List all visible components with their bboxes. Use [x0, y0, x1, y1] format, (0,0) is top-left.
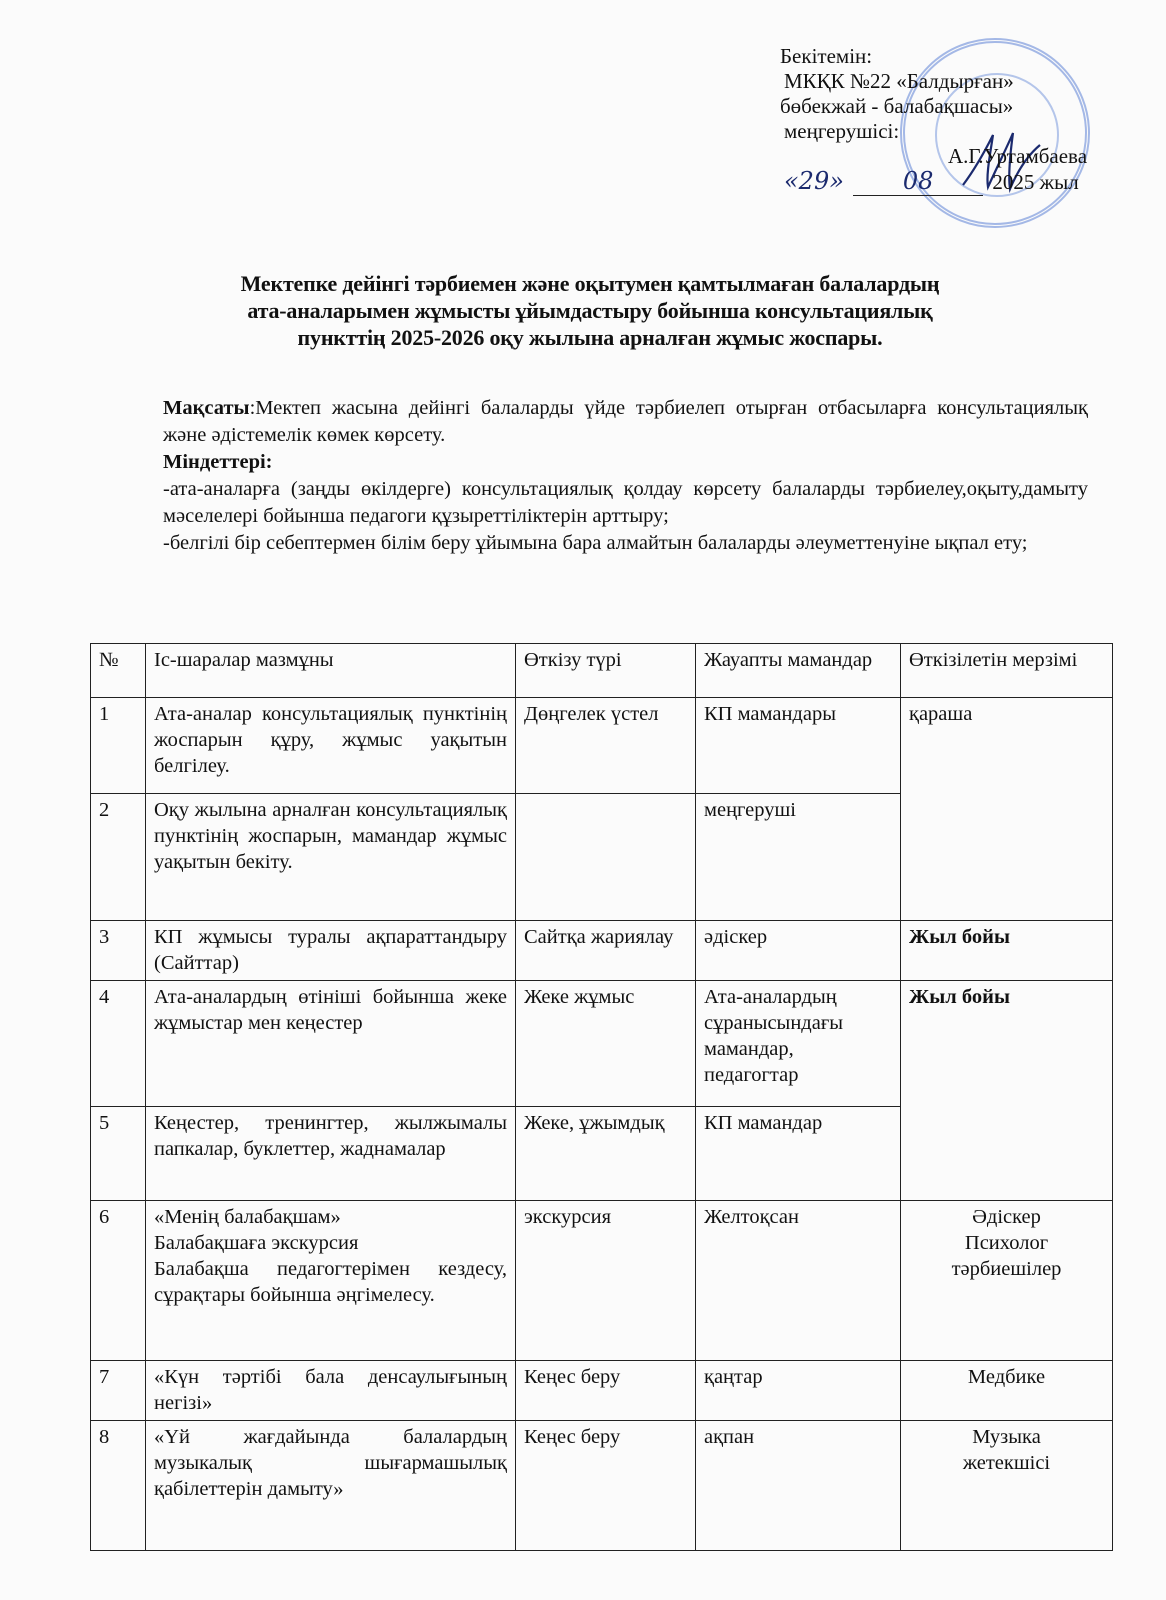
row-responsible: КП мамандар — [696, 1107, 901, 1201]
row-term-line: жетекшісі — [962, 1452, 1051, 1474]
row-number: 2 — [91, 794, 146, 921]
table-row — [91, 981, 1113, 1107]
row-term — [901, 1201, 1113, 1361]
approval-org-line2: бөбекжай - балабақшасы» — [780, 94, 1014, 118]
work-plan-table — [90, 643, 1113, 1551]
row-responsible: қаңтар — [696, 1361, 901, 1421]
row-term — [901, 1421, 1113, 1551]
row-type: экскурсия — [516, 1201, 696, 1361]
goal-paragraph — [163, 395, 1088, 449]
approval-year: 2025 жыл — [992, 170, 1079, 194]
table-row — [91, 1201, 1113, 1361]
table-row — [91, 1421, 1113, 1551]
row-number: 4 — [91, 981, 146, 1107]
table-row — [91, 698, 1113, 794]
row-number: 6 — [91, 1201, 146, 1361]
row-type: Жеке, ұжымдық — [516, 1107, 696, 1201]
title-line-3: пункттің 2025-2026 оқу жылына арналған жұмыс жоспары. — [297, 325, 883, 350]
row-responsible: Желтоқсан — [696, 1201, 901, 1361]
table-header-row — [91, 644, 1113, 698]
row-type: Кеңес беру — [516, 1361, 696, 1421]
header-type: Өткізу түрі — [516, 644, 696, 698]
row-term-line: тәрбиешілер — [951, 1258, 1062, 1280]
header-responsible: Жауапты мамандар — [696, 644, 901, 698]
row-type: Дөңгелек үстел — [516, 698, 696, 794]
table-row — [91, 921, 1113, 981]
row-content: Ата-аналар консультациялық пунктінің жоспарын құру, жұмыс уақытын белгілеу. — [146, 698, 516, 794]
row-content: «Күн тәртібі бала денсаулығының негізі» — [146, 1361, 516, 1421]
row-number: 8 — [91, 1421, 146, 1551]
row-type: Сайтқа жариялау — [516, 921, 696, 981]
task-item: -ата-аналарға (заңды өкілдерге) консультациялық қолдау көрсету балаларды тәрбиелеу,оқыту,дамыту мәселелері бойынша педагоги құзыреттіліктерін арттыру; — [163, 478, 1088, 527]
row-content-line: Балабақшаға экскурсия — [154, 1232, 359, 1254]
row-term-line: Психолог — [964, 1232, 1049, 1254]
table-row — [91, 1361, 1113, 1421]
approval-date — [784, 169, 1087, 196]
row-responsible: Ата-аналардың сұранысындағы мамандар, педагогтар — [696, 981, 901, 1107]
row-number: 7 — [91, 1361, 146, 1421]
approval-position: меңгерушісі: — [784, 119, 900, 143]
row-content-line: «Менің балабақшам» — [154, 1206, 341, 1228]
row-term: қараша — [901, 698, 1113, 921]
row-type — [516, 794, 696, 921]
row-type: Кеңес беру — [516, 1421, 696, 1551]
row-number: 5 — [91, 1107, 146, 1201]
row-responsible: ақпан — [696, 1421, 901, 1551]
row-content: Ата-аналардың өтініші бойынша жеке жұмыстар мен кеңестер — [146, 981, 516, 1107]
document-title — [140, 270, 1040, 351]
approval-name: А.Г.Уртамбаева — [948, 144, 1088, 168]
approval-day: «29» — [784, 167, 844, 195]
row-content-line: Балабақша педагогтерімен кездесу, сұрақтары бойынша әңгімелесу. — [154, 1258, 507, 1306]
goal-text: :Мектеп жасына дейінгі балаларды үйде тәрбиелеп отырған отбасыларға консультациялық және әдістемелік көмек көрсету. — [163, 397, 1088, 446]
row-term: Жыл бойы — [901, 981, 1113, 1201]
goal-label: Мақсаты — [163, 397, 250, 419]
row-responsible: меңгеруші — [696, 794, 901, 921]
row-content: Оқу жылына арналған консультациялық пунктінің жоспарын, мамандар жұмыс уақытын бекіту. — [146, 794, 516, 921]
row-content — [146, 1201, 516, 1361]
row-number: 1 — [91, 698, 146, 794]
row-type: Жеке жұмыс — [516, 981, 696, 1107]
approval-org-line1: МКҚК №22 «Балдырған» — [784, 69, 1014, 93]
approval-month: 08 — [902, 167, 934, 195]
row-content: «Үй жағдайында балалардың музыкалық шығармашылық қабілеттерін дамыту» — [146, 1421, 516, 1551]
row-term: Медбике — [901, 1361, 1113, 1421]
row-number: 3 — [91, 921, 146, 981]
row-term-line: Музыка — [972, 1426, 1041, 1448]
row-content: КП жұмысы туралы ақпараттандыру (Сайттар) — [146, 921, 516, 981]
header-term: Өткізілетін мерзімі — [901, 644, 1113, 698]
tasks-label: Міндеттері: — [163, 451, 273, 473]
row-term-line: Әдіскер — [972, 1206, 1041, 1228]
row-responsible: КП мамандары — [696, 698, 901, 794]
header-number: № — [91, 644, 146, 698]
approval-heading: Бекітемін: — [780, 44, 873, 68]
title-line-1: Мектепке дейінгі тәрбиемен және оқытумен қамтылмаған балалардың — [240, 271, 940, 296]
row-responsible: әдіскер — [696, 921, 901, 981]
row-content: Кеңестер, тренингтер, жылжымалы папкалар, буклеттер, жаднамалар — [146, 1107, 516, 1201]
approval-block — [780, 44, 1087, 196]
header-content: Іс-шаралар мазмұны — [146, 644, 516, 698]
goals-section — [163, 395, 1088, 557]
title-line-2: ата-аналарымен жұмысты ұйымдастыру бойынша консультациялық — [247, 298, 933, 323]
row-term: Жыл бойы — [901, 921, 1113, 981]
task-item: -белгілі бір себептермен білім беру ұйымына бара алмайтын балаларды әлеуметтенуіне ықпал ету; — [163, 532, 1028, 554]
